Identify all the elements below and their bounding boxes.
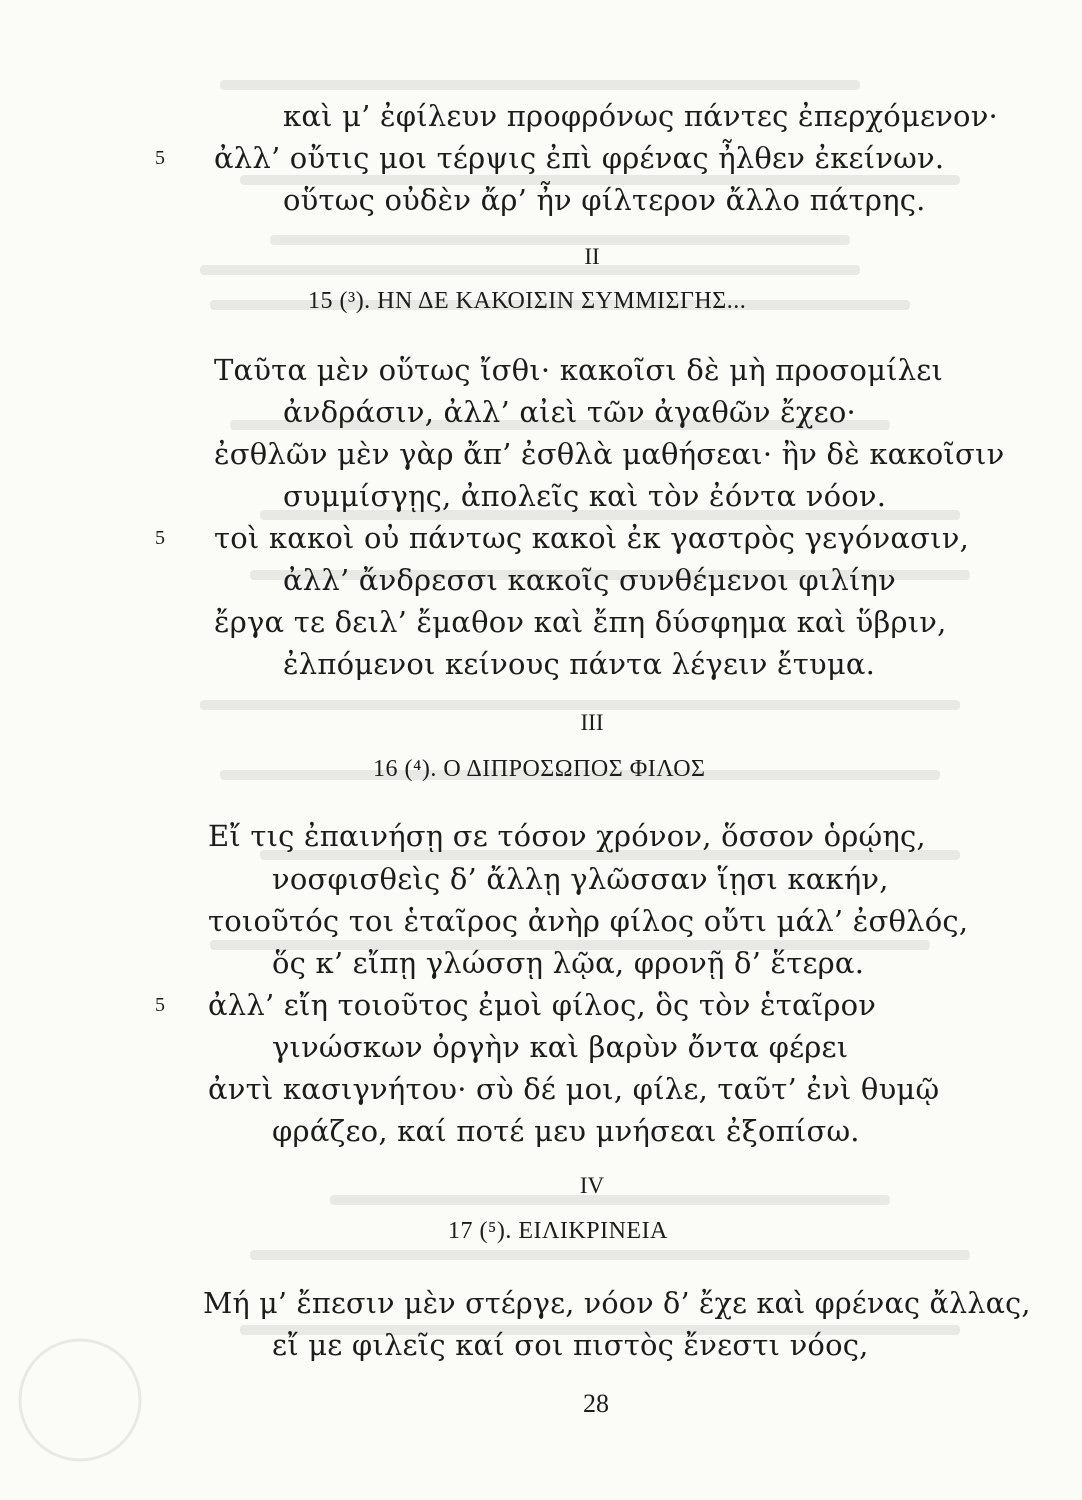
verse-line: ἀνδράσιν, ἀλλ’ αἰεὶ τῶν ἀγαθῶν ἔχεο·: [283, 395, 856, 429]
page-number: 28: [583, 1389, 609, 1418]
verse-line: ἐσθλῶν μὲν γὰρ ἄπ’ ἐσθλὰ μαθήσεαι· ἢν δὲ κακοῖσιν: [214, 437, 1005, 471]
section-roman-numeral: III: [580, 710, 604, 735]
verse-line: ὅς κ’ εἴπῃ γλώσσῃ λῷα, φρονῇ δ’ ἕτερα.: [272, 946, 865, 980]
poem-heading: 15 (³). ΗΝ ΔΕ ΚΑΚΟΙΣΙΝ ΣΥΜΜΙΣΓΗΣ...: [308, 288, 747, 314]
line-number: 5: [155, 994, 165, 1016]
verse-line: ἔργα τε δειλ’ ἔμαθον καὶ ἔπη δύσφημα καὶ ὕβριν,: [214, 605, 947, 639]
verse-line: ἀλλ’ εἴη τοιοῦτος ἐμοὶ φίλος, ὃς τὸν ἑταῖρον: [208, 988, 877, 1022]
verse-line: ἀλλ’ οὔτις μοι τέρψις ἐπὶ φρένας ἦλθεν ἐκείνων.: [214, 141, 945, 175]
verse-line: ἐλπόμενοι κείνους πάντα λέγειν ἔτυμα.: [283, 647, 876, 681]
poem-heading: 16 (⁴). Ο ΔΙΠΡΟΣΩΠΟΣ ΦΙΛΟΣ: [373, 756, 706, 782]
verse-line: ἀλλ’ ἄνδρεσσι κακοῖς συνθέμενοι φιλίην: [283, 563, 896, 597]
verse-line: νοσφισθεὶς δ’ ἄλλῃ γλῶσσαν ἵῃσι κακήν,: [272, 862, 889, 896]
line-number: 5: [155, 147, 165, 169]
verse-line: τοιοῦτός τοι ἑταῖρος ἀνὴρ φίλος οὔτι μάλ’ ἐσθλός,: [208, 904, 969, 938]
verse-line: τοὶ κακοὶ οὐ πάντως κακοὶ ἐκ γαστρὸς γεγόνασιν,: [214, 521, 969, 555]
section-roman-numeral: IV: [579, 1173, 605, 1198]
verse-line: γινώσκων ὀργὴν καὶ βαρὺν ὄντα φέρει: [272, 1030, 849, 1064]
line-number: 5: [155, 527, 165, 549]
verse-line: ἀντὶ κασιγνήτου· σὺ δέ μοι, φίλε, ταῦτ’ ἐνὶ θυμῷ: [208, 1072, 940, 1106]
verse-line: Εἴ τις ἐπαινήσῃ σε τόσον χρόνον, ὅσσον ὁρῴης,: [208, 819, 926, 853]
verse-line: εἴ με φιλεῖς καί σοι πιστὸς ἔνεστι νόος,: [272, 1328, 869, 1362]
verse-line: Μή μ’ ἔπεσιν μὲν στέργε, νόον δ’ ἔχε καὶ φρένας ἄλλας,: [203, 1286, 1031, 1320]
verse-line: καὶ μ’ ἐφίλευν προφρόνως πάντες ἐπερχόμενον·: [283, 99, 998, 133]
verse-line: φράζεο, καί ποτέ μευ μνήσεαι ἐξοπίσω.: [272, 1114, 860, 1148]
verse-line: οὕτως οὐδὲν ἄρ’ ἦν φίλτερον ἄλλο πάτρης.: [283, 183, 926, 217]
section-roman-numeral: II: [584, 244, 600, 269]
verse-line: Ταῦτα μὲν οὕτως ἴσθι· κακοῖσι δὲ μὴ προσομίλει: [214, 353, 944, 387]
verse-line: συμμίσγῃς, ἀπολεῖς καὶ τὸν ἐόντα νόον.: [283, 479, 887, 513]
poem-heading: 17 (⁵). ΕΙΛΙΚΡΙΝΕΙΑ: [448, 1218, 668, 1244]
